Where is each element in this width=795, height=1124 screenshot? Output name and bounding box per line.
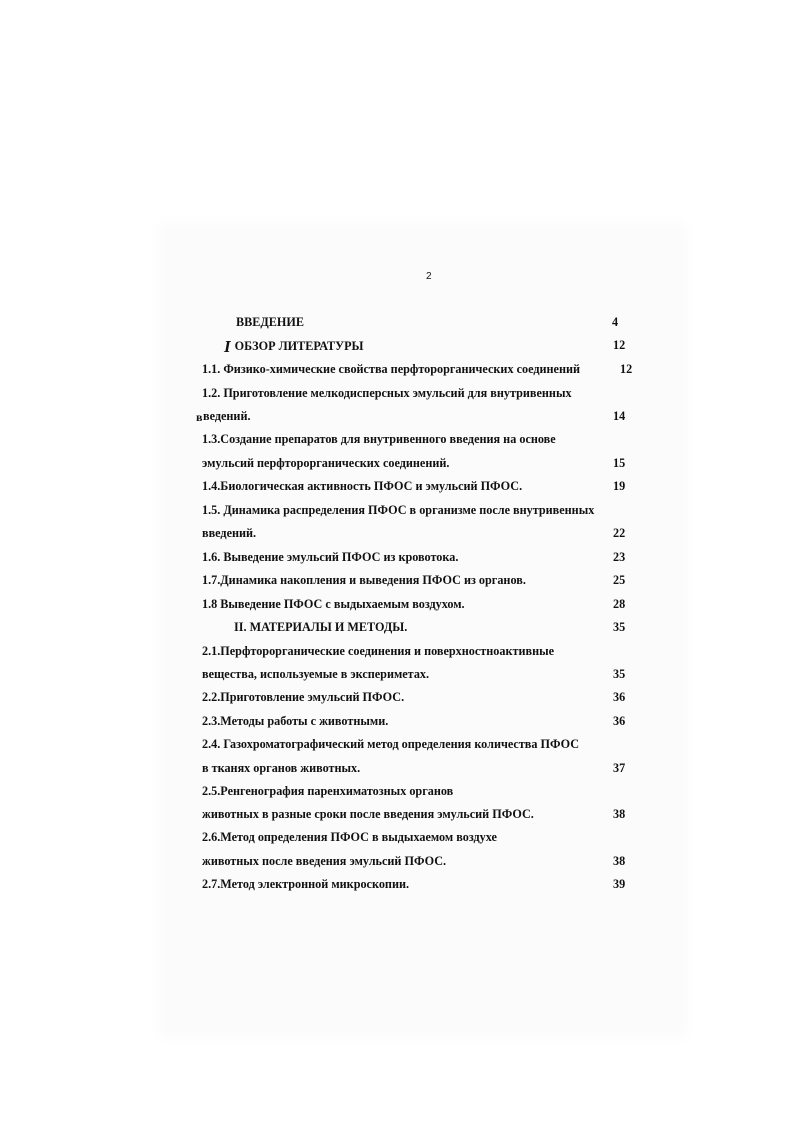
- toc-entry-1-4: 1.4.Биологическая активность ПФОС и эмульсий ПФОС.: [202, 479, 523, 493]
- toc-page: 15: [613, 456, 626, 470]
- toc-entry-2-1-cont: вещества, используемые в экспериметах.: [202, 667, 430, 681]
- toc-entry-introduction: ВВЕДЕНИЕ: [236, 315, 304, 329]
- toc-page: 37: [613, 761, 626, 775]
- toc-page: 12: [620, 362, 633, 376]
- toc-entry-2-6: 2.6.Метод определения ПФОС в выдыхаемом воздухе: [202, 830, 497, 844]
- toc-entry-1-5: 1.5. Динамика распределения ПФОС в организме после внутривенных: [202, 503, 595, 517]
- toc-entry-1-3-cont: эмульсий перфторорганических соединений.: [202, 456, 450, 470]
- toc-page: 39: [613, 877, 626, 891]
- toc-entry-materials-methods: II. МАТЕРИАЛЫ И МЕТОДЫ.: [234, 620, 408, 634]
- toc-entry-2-5-cont: животных в разные сроки после введения эмульсий ПФОС.: [202, 807, 534, 821]
- toc-entry-2-3: 2.3.Методы работы с животными.: [202, 714, 389, 728]
- toc-entry-1-2-cont: ведений.: [203, 409, 251, 423]
- toc-page: 14: [613, 409, 626, 423]
- toc-entry-1-3: 1.3.Создание препаратов для внутривенного введения на основе: [202, 432, 556, 446]
- page-number: 2: [426, 271, 432, 282]
- toc-entry-1-5-cont: введений.: [202, 526, 257, 540]
- toc-entry-2-5: 2.5.Ренгенография паренхиматозных органов: [202, 784, 454, 798]
- toc-page: 28: [613, 597, 626, 611]
- toc-page: 36: [613, 690, 626, 704]
- toc-entry-2-4-cont: в тканях органов животных.: [202, 761, 361, 775]
- toc-entry-1-2: 1.2. Приготовление мелкодисперсных эмульсий для внутривенных: [202, 386, 572, 400]
- toc-page: 22: [613, 526, 626, 540]
- toc-entry-literature-review: I ОБЗОР ЛИТЕРАТУРЫ: [224, 337, 364, 356]
- toc-page: 4: [612, 315, 619, 329]
- toc-page: 23: [613, 550, 626, 564]
- toc-entry-1-6: 1.6. Выведение эмульсий ПФОС из кровотока.: [202, 550, 459, 564]
- toc-entry-1-1: 1.1. Физико-химические свойства перфторорганических соединений: [202, 362, 581, 376]
- toc-page: 38: [613, 854, 626, 868]
- toc-page: 35: [613, 620, 626, 634]
- toc-page: 38: [613, 807, 626, 821]
- toc-page: 36: [613, 714, 626, 728]
- toc-entry-2-1: 2.1.Перфторорганические соединения и поверхностноактивные: [202, 644, 555, 658]
- toc-entry-2-7: 2.7.Метод электронной микроскопии.: [202, 877, 410, 891]
- toc-page: 12: [613, 338, 626, 352]
- toc-page: 35: [613, 667, 626, 681]
- roman-numeral-mark: I: [224, 337, 231, 356]
- toc-entry-1-7: 1.7.Динамика накопления и выведения ПФОС из органов.: [202, 573, 526, 587]
- toc-entry-2-6-cont: животных после введения эмульсий ПФОС.: [202, 854, 447, 868]
- toc-page: 25: [613, 573, 626, 587]
- toc-page: 19: [613, 479, 626, 493]
- margin-mark: в: [196, 410, 203, 424]
- toc-entry-2-2: 2.2.Приготовление эмульсий ПФОС.: [202, 690, 405, 704]
- toc-entry-2-4: 2.4. Газохроматографический метод определения количества ПФОС: [202, 737, 580, 751]
- toc-entry-1-8: 1.8 Выведение ПФОС с выдыхаемым воздухом.: [202, 597, 465, 611]
